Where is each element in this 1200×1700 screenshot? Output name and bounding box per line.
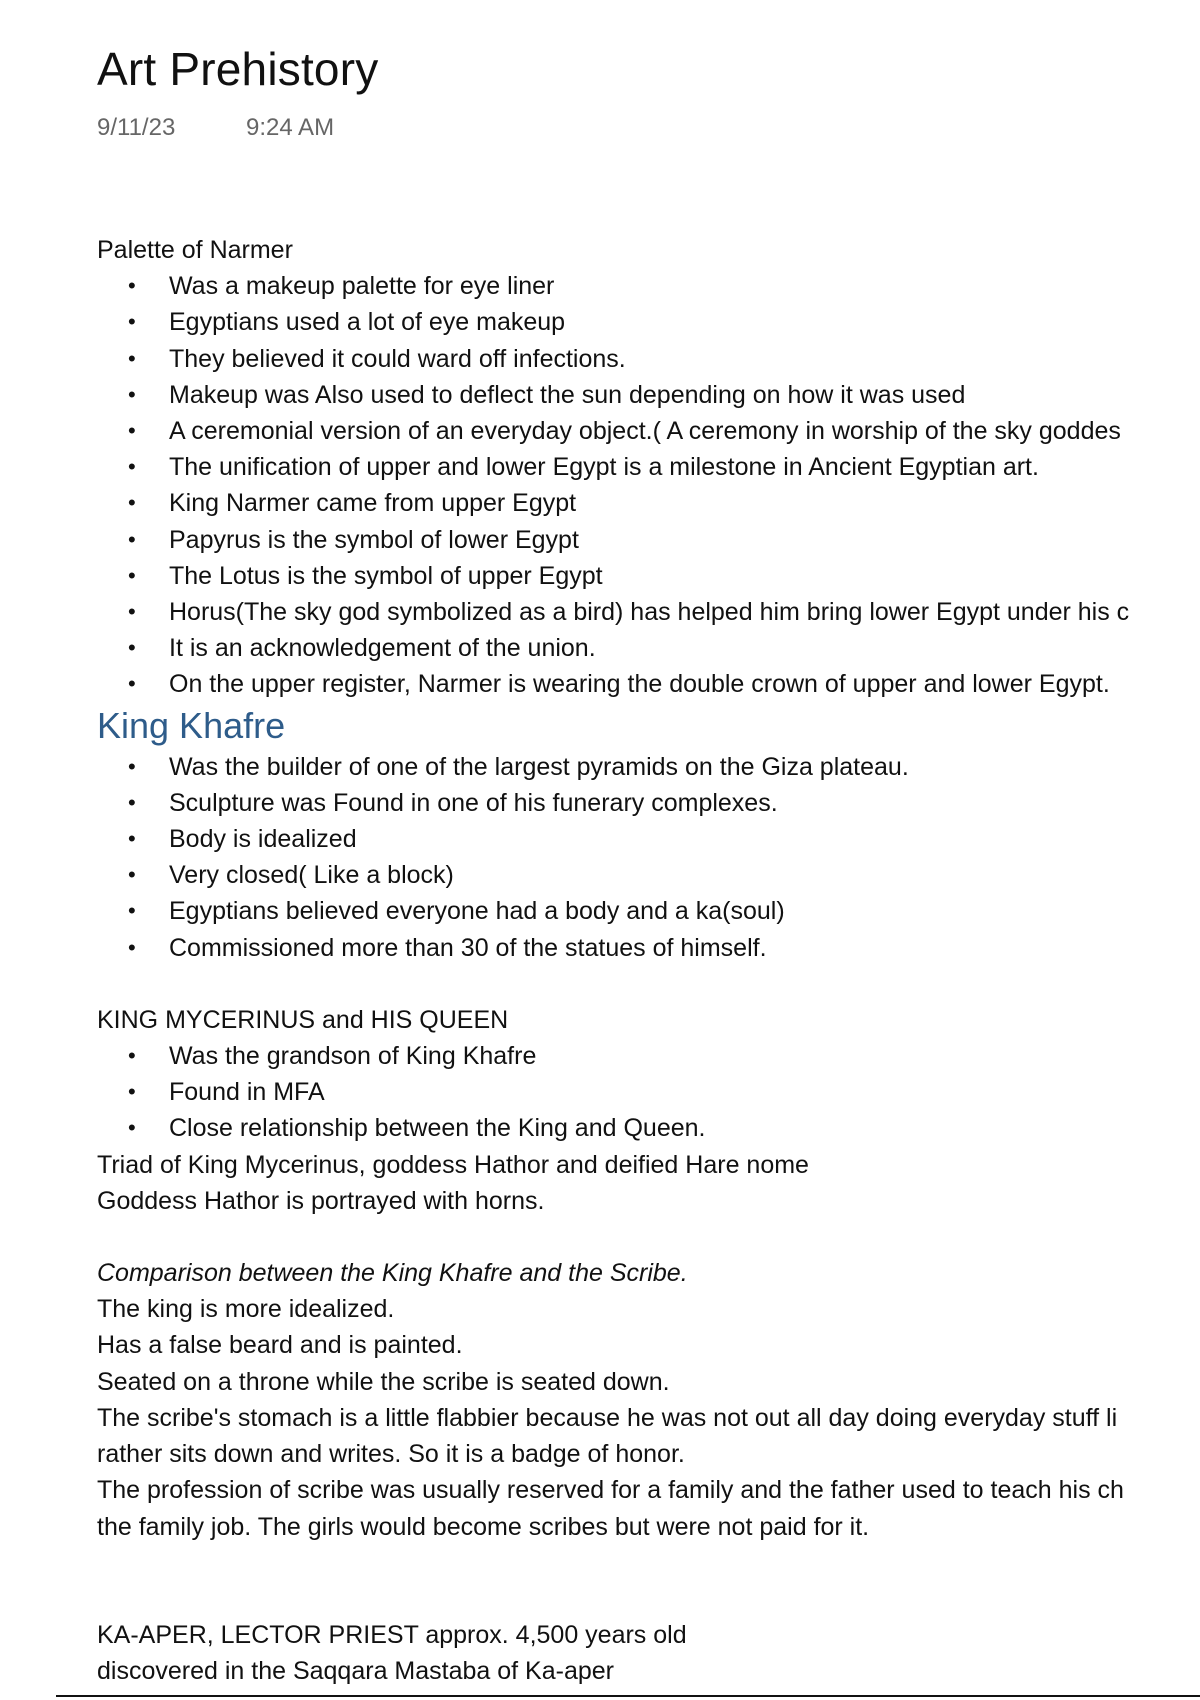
text-line: the family job. The girls would become scribes but were not paid for it.: [97, 1512, 870, 1541]
list-item: • Horus(The sky god symbolized as a bird) has helped him bring lower Egypt under his c: [97, 594, 1200, 630]
section-heading-mycerinus: KING MYCERINUS and HIS QUEEN: [97, 1005, 509, 1034]
spacer: [97, 1219, 1200, 1255]
text-line: discovered in the Saqqara Mastaba of Ka-aper: [97, 1656, 614, 1685]
bullet-icon: •: [128, 635, 136, 661]
text-line: Seated on a throne while the scribe is seated down.: [97, 1367, 670, 1396]
section-heading-comparison: Comparison between the King Khafre and the Scribe.: [97, 1259, 688, 1288]
bullet-icon: •: [128, 309, 136, 335]
bullet-icon: •: [128, 526, 136, 552]
section-heading-palette: Palette of Narmer: [97, 236, 293, 264]
bullet-icon: •: [128, 789, 136, 815]
mycerinus-list: [97, 1038, 1200, 1147]
bullet-icon: •: [128, 1079, 136, 1105]
bullet-icon: •: [128, 862, 136, 888]
list-item: • Egyptians believed everyone had a body and a ka(soul): [97, 893, 1200, 929]
list-item: • Was the builder of one of the largest pyramids on the Giza plateau.: [97, 749, 1200, 785]
text-line: Goddess Hathor is portrayed with horns.: [97, 1186, 545, 1215]
bullet-icon: •: [128, 345, 136, 371]
text-line: The profession of scribe was usually reserved for a family and the father used to teach his ch: [97, 1476, 1124, 1505]
list-item: • They believed it could ward off infections.: [97, 341, 1200, 377]
page-title: Art Prehistory: [97, 43, 379, 95]
list-item: • Papyrus is the symbol of lower Egypt: [97, 522, 1200, 558]
bullet-icon: •: [128, 599, 136, 625]
list-item: • A ceremonial version of an everyday object.( A ceremony in worship of the sky goddes: [97, 413, 1200, 449]
bullet-icon: •: [128, 671, 136, 697]
bullet-icon: •: [128, 1115, 136, 1141]
bullet-icon: •: [128, 418, 136, 444]
text-line: The scribe's stomach is a little flabbier because he was not out all day doing everyday stuff li: [97, 1403, 1118, 1432]
note-body: [97, 232, 1200, 1689]
list-item: • Found in MFA: [97, 1074, 1200, 1110]
bullet-icon: •: [128, 826, 136, 852]
bullet-icon: •: [128, 490, 136, 516]
text-line: Has a false beard and is painted.: [97, 1331, 463, 1360]
list-item: • Commissioned more than 30 of the statues of himself.: [97, 930, 1200, 966]
note-date: 9/11/23: [97, 114, 176, 141]
list-item: • Sculpture was Found in one of his funerary complexes.: [97, 785, 1200, 821]
section-heading-khafre: King Khafre: [97, 704, 286, 746]
list-item: • Body is idealized: [97, 821, 1200, 857]
list-item: • Close relationship between the King and Queen.: [97, 1110, 1200, 1146]
text-line: Triad of King Mycerinus, goddess Hathor and deified Hare nome: [97, 1150, 809, 1179]
list-item: • On the upper register, Narmer is wearing the double crown of upper and lower Egypt.: [97, 666, 1200, 702]
palette-list: [97, 268, 1200, 702]
spacer: [97, 1545, 1200, 1617]
bullet-icon: •: [128, 562, 136, 588]
list-item: • Very closed( Like a block): [97, 857, 1200, 893]
text-line: rather sits down and writes. So it is a badge of honor.: [97, 1440, 685, 1469]
list-item: • Was the grandson of King Khafre: [97, 1038, 1200, 1074]
text-line: The king is more idealized.: [97, 1295, 395, 1324]
bullet-icon: •: [128, 381, 136, 407]
list-item: • Egyptians used a lot of eye makeup: [97, 304, 1200, 340]
spacer: [97, 966, 1200, 1002]
note-time: 9:24 AM: [246, 114, 335, 141]
khafre-list: [97, 749, 1200, 966]
bullet-icon: •: [128, 273, 136, 299]
list-item: • It is an acknowledgement of the union.: [97, 630, 1200, 666]
bullet-icon: •: [128, 898, 136, 924]
list-item: • Makeup was Also used to deflect the sun depending on how it was used: [97, 377, 1200, 413]
list-item: • The Lotus is the symbol of upper Egypt: [97, 558, 1200, 594]
list-item: • Was a makeup palette for eye liner: [97, 268, 1200, 304]
bullet-icon: •: [128, 454, 136, 480]
bullet-icon: •: [128, 934, 136, 960]
section-heading-kaaper: KA-APER, LECTOR PRIEST approx. 4,500 years old: [97, 1620, 687, 1649]
list-item: • The unification of upper and lower Egypt is a milestone in Ancient Egyptian art.: [97, 449, 1200, 485]
list-item: • King Narmer came from upper Egypt: [97, 485, 1200, 521]
bullet-icon: •: [128, 1043, 136, 1069]
page-divider: [56, 1695, 1200, 1697]
bullet-icon: •: [128, 753, 136, 779]
